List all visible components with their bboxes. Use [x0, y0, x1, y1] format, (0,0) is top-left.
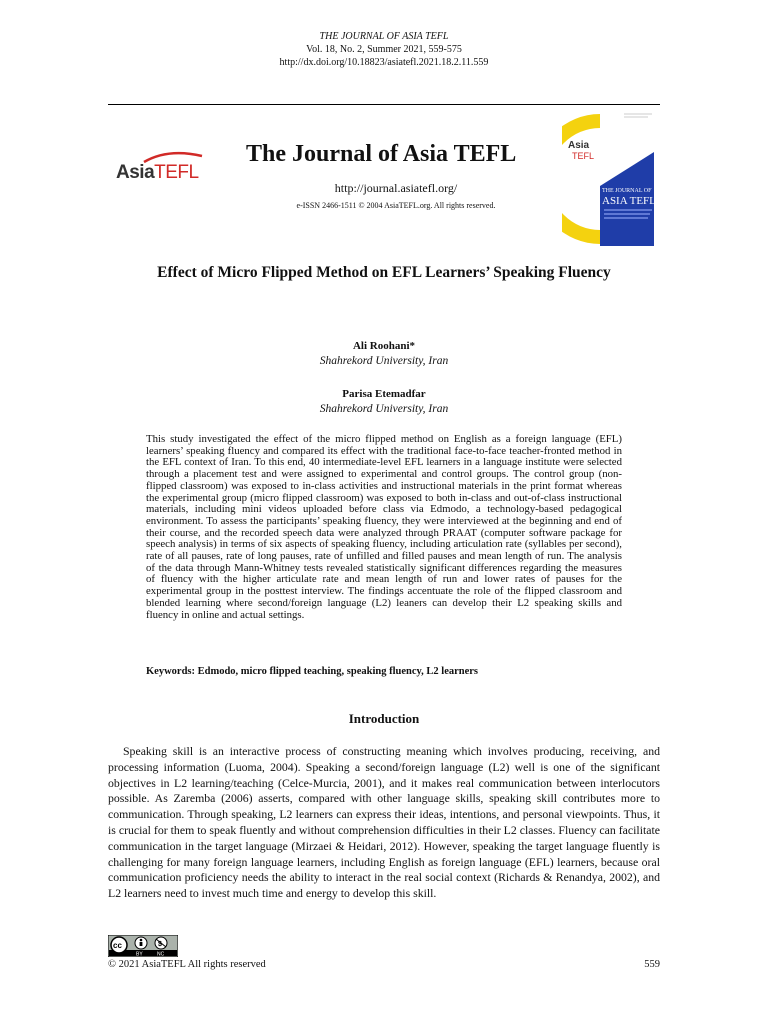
copyright-notice: © 2021 AsiaTEFL All rights reserved	[108, 959, 266, 970]
svg-text:cc: cc	[113, 941, 122, 950]
author-name-2: Parisa Etemadfar	[342, 388, 426, 400]
author-name-1: Ali Roohani*	[352, 340, 416, 352]
cover-tefl-text: TEFL	[572, 151, 595, 161]
svg-text:$: $	[158, 941, 162, 948]
asiatefl-logo	[116, 150, 208, 192]
volume-info: Vol. 18, No. 2, Summer 2021, 559-575	[306, 44, 462, 55]
cc-license-badge[interactable]	[108, 935, 178, 957]
keywords: Keywords: Edmodo, micro flipped teaching, speaking fluency, L2 learners	[146, 666, 479, 677]
abstract: This study investigated the effect of the micro flipped method on English as a foreign language (EFL) learners’ speaking fluency and compared its effect with the traditional face-to-face teacher-fronted method in the EFL context of Iran. To this end, 40 intermediate-level EFL learners in a language institute were selected through a placement test and were assigned to experimental and control groups. The control group (non-flipped classroom) was exposed to in-class activities and instructional materials in the print format whereas the experimental group (micro flipped classroom) was exposed to both in-class and out-of-class instructional materials, including mini videos uploaded before class via Edmodo, a technology-based pedagogical environment. To assess the participants’ speaking fluency, they were interviewed at the beginning and end of their course, and the recorded speech data were analyzed through PRAAT (computer software package for speech analysis) in terms of six aspects of speaking fluency, including articulation rate (syllables per second), rate of all pauses, rate of long pauses, rate of unfilled and filled pauses and mean length of run. The analysis of the data through Mann-Whitney tests revealed statistically significant differences regarding the measures of fluency with the higher articulate rate and mean length of run and lower rates of pauses for the experimental group in the posttest interview. The findings accentuate the role of the flipped classroom and blended learning where second/foreign language (L2) leaners can develop their L2 speaking skills and fluency in online and actual settings.	[146, 433, 622, 621]
cover-title-text: ASIA TEFL	[602, 195, 656, 207]
cc-nc-label: NC	[157, 951, 165, 957]
cc-by-label: BY	[136, 951, 143, 957]
author-affiliation-2: Shahrekord University, Iran	[319, 403, 449, 415]
running-header	[0, 30, 768, 69]
journal-title: The Journal of Asia TEFL	[246, 141, 517, 167]
top-divider	[108, 104, 660, 105]
page-number: 559	[644, 959, 660, 970]
issn-line: e-ISSN 2466-1511 © 2004 AsiaTEFL.org. All rights reserved.	[296, 201, 496, 210]
doi-link[interactable]: http://dx.doi.org/10.18823/asiatefl.2021.18.2.11.559	[279, 57, 489, 68]
paper-title: Effect of Micro Flipped Method on EFL Learners’ Speaking Fluency	[157, 264, 611, 281]
journal-url[interactable]: http://journal.asiatefl.org/	[334, 181, 458, 195]
logo-tefl-text: TEFL	[154, 162, 199, 183]
section-heading-introduction: Introduction	[348, 711, 420, 726]
journal-cover-image	[562, 110, 658, 246]
cover-art-icon	[562, 110, 658, 246]
introduction-paragraph: Speaking skill is an interactive process of constructing meaning which involves producing, receiving, and processing information (Luoma, 2004). Speaking a second/foreign language (L2) well is one of the significant objectives in L2 learning/teaching (Celce-Murcia, 2001), and it makes real communication between interlocutors possible. As Zaremba (2006) asserts, compared with other language skills, speaking skill contributes more to communication. Through speaking, L2 learners can express their ideas, intentions, and personal viewpoints. Thus, it is crucial for them to speak fluently and without comprehension difficulties in their L2 classes. Fluency can facilitate communication in the target language (Mirzaei & Heidari, 2012). However, speaking the target language fluently is challenging for many foreign language learners, including English as foreign language (EFL) learners, because oral communication proficiency needs the ability to interact in the real social context (Richards & Renandya, 2002), and L2 learners need to invest much time and energy to develop this skill.	[108, 744, 660, 901]
creative-commons-icon	[108, 935, 178, 957]
logo-asia-text: Asia	[116, 162, 155, 183]
cover-the-text: THE JOURNAL OF	[602, 188, 652, 194]
cover-asia-text: Asia	[568, 140, 590, 151]
running-journal-name: THE JOURNAL OF ASIA TEFL	[319, 31, 449, 42]
author-affiliation-1: Shahrekord University, Iran	[319, 355, 449, 367]
